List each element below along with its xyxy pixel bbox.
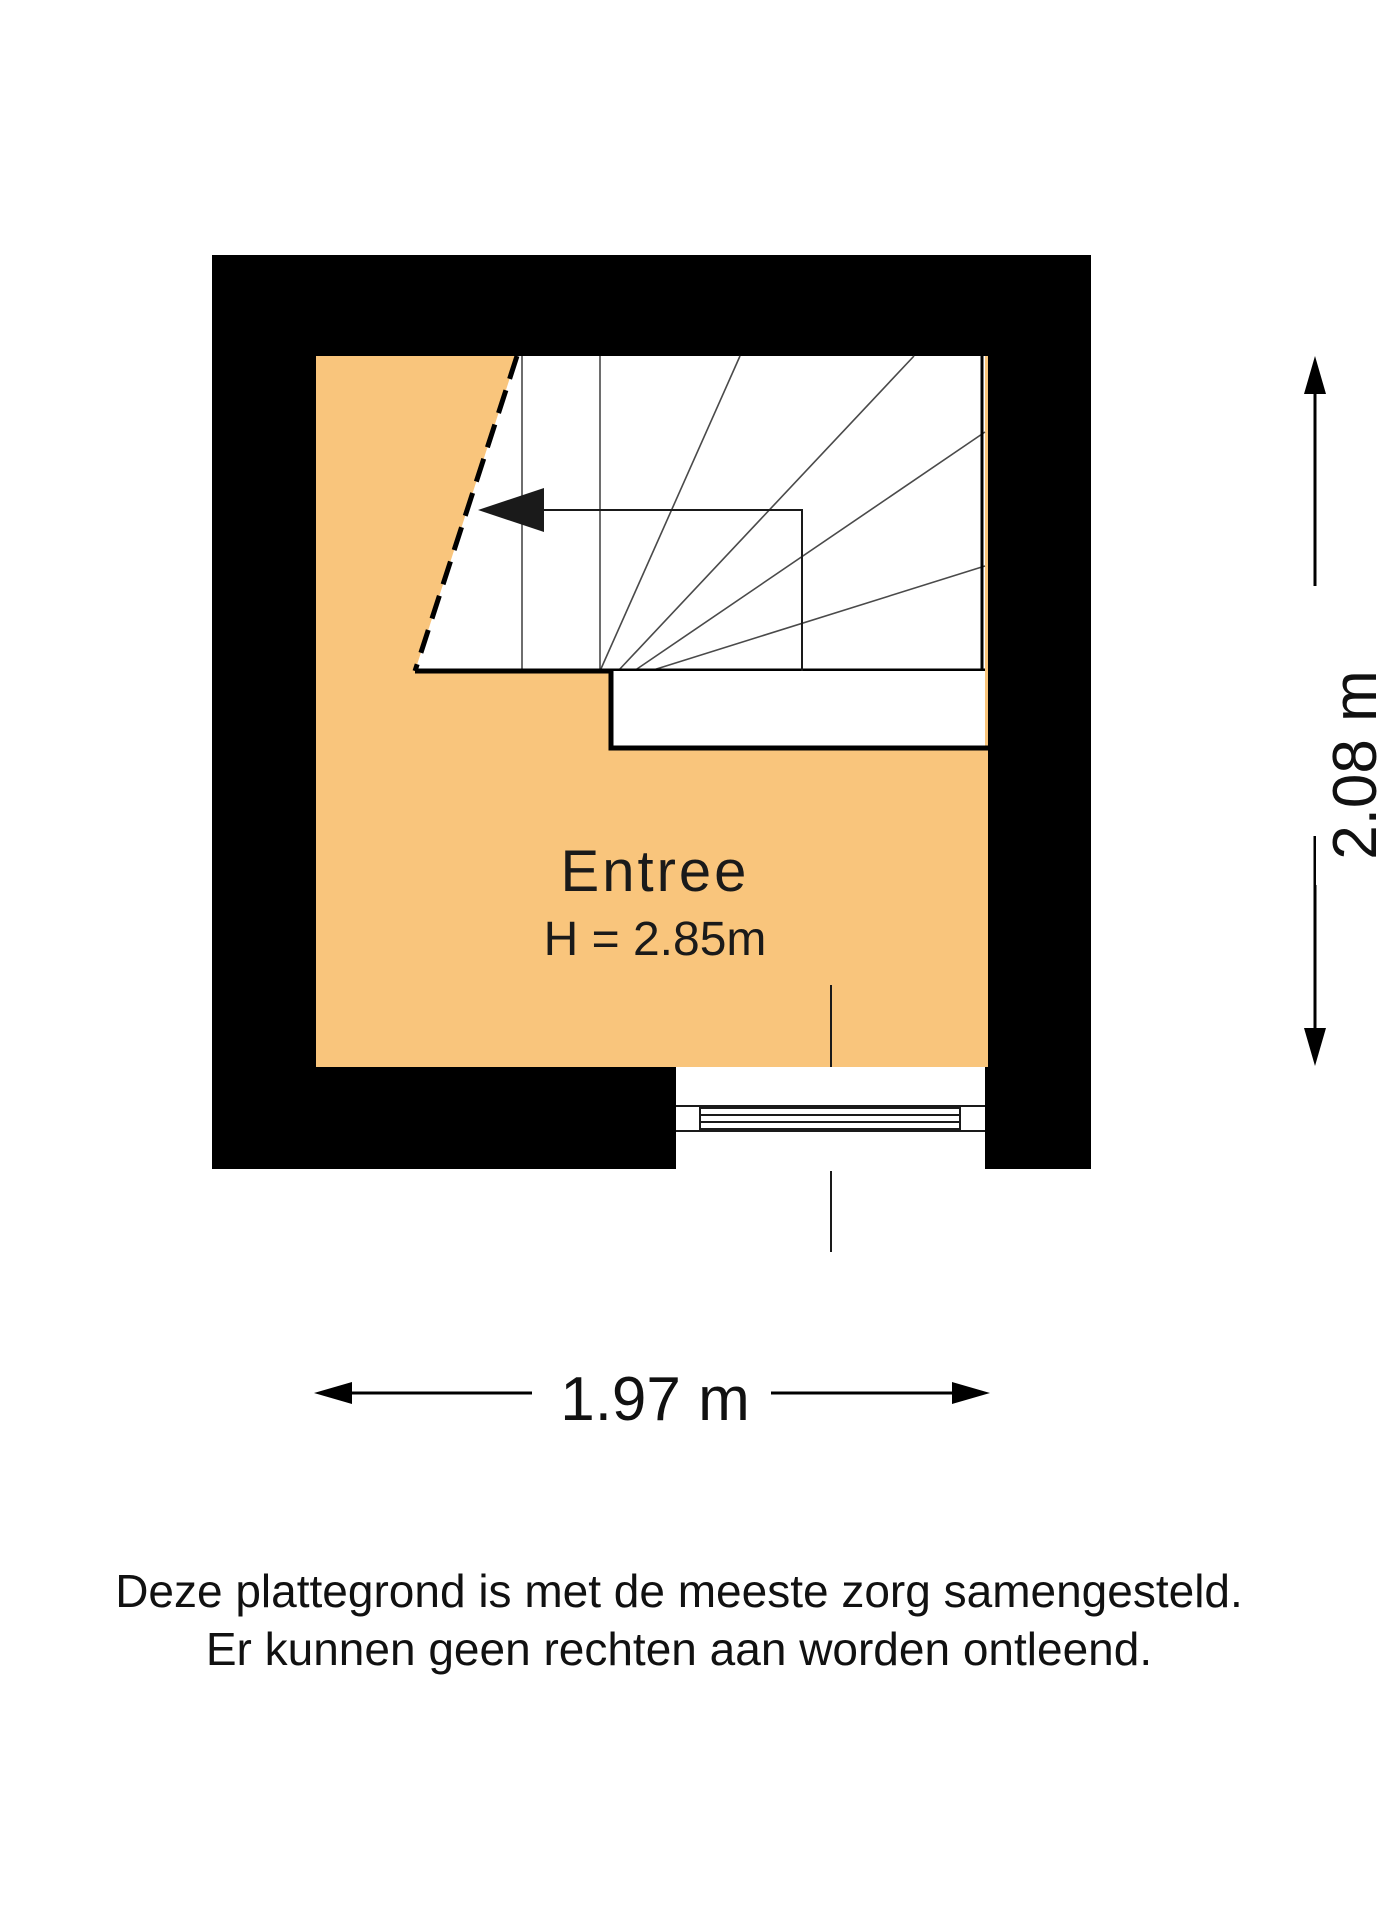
height-dimension-label: 2.08 m: [1316, 645, 1396, 885]
width-dimension-label: 1.97 m: [540, 1364, 770, 1435]
arrow-up-icon: [1304, 356, 1326, 394]
arrow-left-icon: [314, 1382, 352, 1404]
stair-landing: [611, 671, 985, 748]
door-threshold: [676, 1106, 985, 1131]
disclaimer-line-2: Er kunnen geen rechten aan worden ontleend.: [205, 1623, 1153, 1675]
room-height-label: H = 2.85m: [543, 913, 767, 966]
disclaimer-line-1: Deze plattegrond is met de meeste zorg samengesteld.: [115, 1565, 1243, 1617]
arrow-right-icon: [952, 1382, 990, 1404]
arrow-down-icon: [1304, 1028, 1326, 1066]
room-name: Entree: [560, 839, 750, 904]
